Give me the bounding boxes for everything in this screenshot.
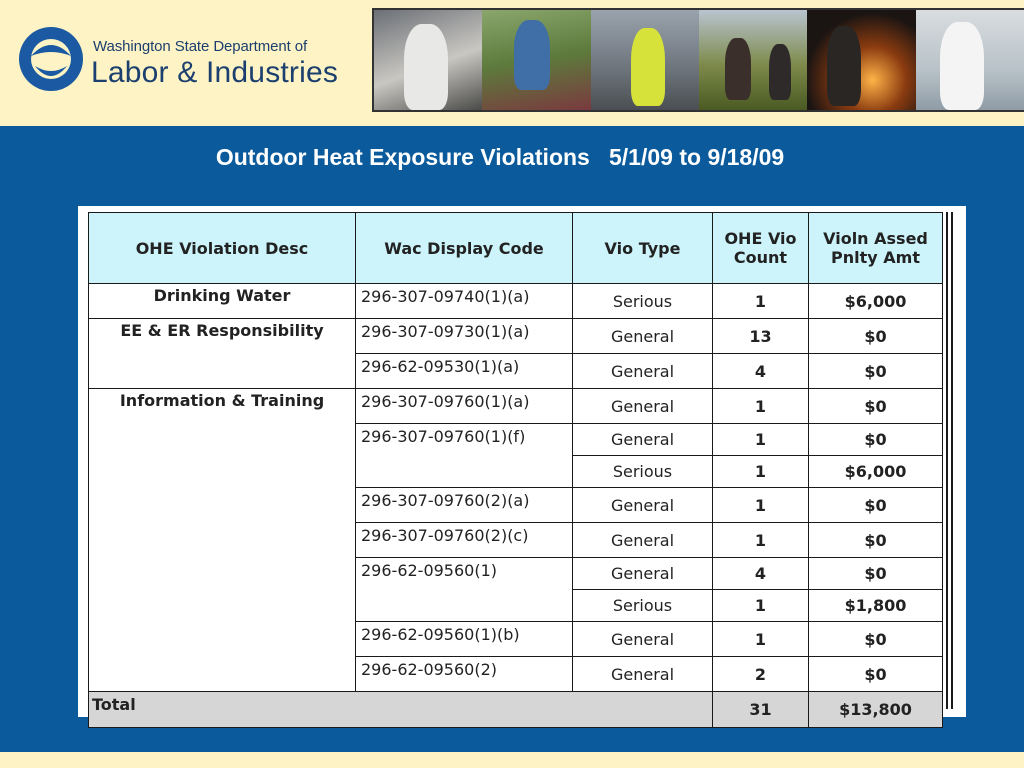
cell-amt: $0	[809, 622, 943, 657]
cell-code: 296-307-09740(1)(a)	[356, 284, 573, 319]
agency-name-line1: Washington State Department of	[93, 38, 308, 55]
cell-code: 296-307-09760(1)(f)	[356, 424, 573, 488]
cell-amt: $0	[809, 354, 943, 389]
header-desc: OHE Violation Desc	[89, 213, 356, 284]
cell-type: Serious	[573, 284, 713, 319]
header-count	[713, 213, 809, 284]
header-type: Vio Type	[573, 213, 713, 284]
photo-strip	[372, 8, 1024, 112]
cell-code: 296-62-09530(1)(a)	[356, 354, 573, 389]
cell-type: General	[573, 558, 713, 590]
slide-title: Outdoor Heat Exposure Violations 5/1/09 to 9/18/09	[215, 144, 785, 170]
cell-count: 1	[713, 488, 809, 523]
cell-amt: $0	[809, 389, 943, 424]
header-code: Wac Display Code	[356, 213, 573, 284]
cell-type: General	[573, 657, 713, 692]
cell-amt: $1,800	[809, 590, 943, 622]
header-count-line1: OHE Vio	[724, 229, 797, 248]
table-edge-line	[946, 212, 948, 709]
header-count-line2: Count	[733, 248, 788, 267]
cell-type: Serious	[573, 456, 713, 488]
cell-count: 1	[713, 424, 809, 456]
table-row	[89, 319, 943, 354]
cell-count: 13	[713, 319, 809, 354]
photo-foundry-worker	[807, 10, 915, 110]
photo-field-workers	[699, 10, 807, 110]
cell-count: 4	[713, 354, 809, 389]
cell-code: 296-307-09760(1)(a)	[356, 389, 573, 424]
cell-code: 296-62-09560(1)	[356, 558, 573, 622]
header-amt-line2: Pnlty Amt	[831, 248, 920, 267]
total-amt: $13,800	[809, 692, 943, 728]
header-amt	[809, 213, 943, 284]
header-band	[0, 0, 1024, 126]
cell-code: 296-307-09760(2)(c)	[356, 523, 573, 558]
cell-count: 1	[713, 590, 809, 622]
cell-amt: $0	[809, 488, 943, 523]
cell-type: General	[573, 488, 713, 523]
agency-name-line2: Labor & Industries	[91, 56, 339, 89]
violations-table-panel	[78, 206, 966, 717]
cell-type: General	[573, 354, 713, 389]
cell-count: 1	[713, 456, 809, 488]
cell-count: 4	[713, 558, 809, 590]
cell-type: General	[573, 319, 713, 354]
cell-type: General	[573, 424, 713, 456]
cell-desc: Drinking Water	[89, 284, 356, 319]
table-row	[89, 284, 943, 319]
footer-band	[0, 752, 1024, 768]
cell-amt: $0	[809, 657, 943, 692]
cell-amt: $0	[809, 424, 943, 456]
cell-code: 296-307-09760(2)(a)	[356, 488, 573, 523]
lni-logo-icon	[17, 26, 85, 92]
cell-count: 2	[713, 657, 809, 692]
cell-count: 1	[713, 622, 809, 657]
cell-type: General	[573, 622, 713, 657]
cell-desc: Information & Training	[89, 389, 356, 692]
cell-count: 1	[713, 523, 809, 558]
cell-amt: $0	[809, 558, 943, 590]
photo-farm-worker	[482, 10, 590, 110]
photo-safety-vest-worker	[591, 10, 699, 110]
cell-count: 1	[713, 389, 809, 424]
cell-amt: $0	[809, 319, 943, 354]
total-label: Total	[89, 692, 713, 728]
photo-lab-technician	[916, 10, 1024, 110]
cell-amt: $6,000	[809, 456, 943, 488]
cell-type: Serious	[573, 590, 713, 622]
table-edge-line	[951, 212, 953, 709]
cell-count: 1	[713, 284, 809, 319]
cell-type: General	[573, 523, 713, 558]
table-row	[89, 389, 943, 424]
cell-amt: $6,000	[809, 284, 943, 319]
total-count: 31	[713, 692, 809, 728]
header-amt-line1: Violn Assed	[823, 229, 928, 248]
table-header-row	[89, 213, 943, 284]
cell-desc: EE & ER Responsibility	[89, 319, 356, 389]
violations-table	[88, 212, 943, 728]
cell-code: 296-307-09730(1)(a)	[356, 319, 573, 354]
table-total-row	[89, 692, 943, 728]
cell-code: 296-62-09560(1)(b)	[356, 622, 573, 657]
cell-type: General	[573, 389, 713, 424]
cell-code: 296-62-09560(2)	[356, 657, 573, 692]
cell-amt: $0	[809, 523, 943, 558]
photo-worker-protective-suit	[374, 10, 482, 110]
